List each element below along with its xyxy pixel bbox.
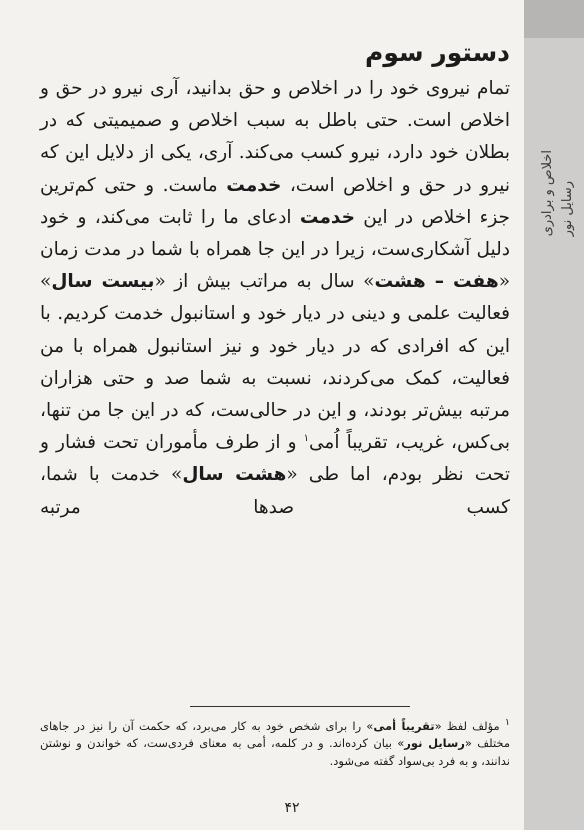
footnote-divider [190, 706, 410, 707]
side-tab-top-block [524, 0, 584, 38]
footnote-ref[interactable]: ۱ [303, 433, 310, 445]
text-run: » خدمت با شما، کسب صدها مرتبه [40, 464, 510, 518]
footnote-bold: تقریباً أمی [373, 718, 435, 733]
bold-term: خدمت [299, 206, 355, 228]
side-tab [524, 0, 584, 830]
footnote-number: ۱ [504, 717, 510, 728]
bold-term: بیست سال [51, 271, 155, 293]
text-run: » سال به مراتب بیش از « [154, 271, 375, 293]
side-tab-label [538, 150, 578, 236]
bold-term: هشت سال [182, 464, 287, 486]
page-content [40, 38, 510, 524]
text-run: » فعالیت علمی و دینی در دیار خود و استانبول خدمت کردیم. با این که افرادی که در دیار خود و نیز استانبول همراه با من فعالیت، کمک می‌کردند، نسبت به شما صد و حتی هزاران مرتبه بیش‌تر بودند، و این در حالی‌ست، که در این جا من تنها، بی‌کس، غریب، تقریباً اُمی [40, 271, 510, 454]
section-title: دستور سوم [365, 38, 510, 67]
footnote-text: مؤلف لفظ « [434, 718, 500, 733]
text-run: تمام نیروی خود را در اخلاص و حق بدانید، آری نیرو در حق و اخلاص است. حتی باطل به سبب اخلاص و صمیمیتی که در بطلان خود دارد، نیرو کسب می‌کند. آری، یکی از دلایل این که نیرو در حق و اخلاص است، [40, 78, 510, 196]
footnote [40, 714, 510, 770]
footnote-text: » را برای شخص خود به کار می‌برد، که حکمت آن را نیز در جاهای مختلف « [40, 718, 511, 751]
text-run: ادعای ما را ثابت می‌کند، و خود دلیل آشکاری‌ست، زیرا در این جا همراه با شما در مدت زمان « [40, 206, 511, 293]
side-tab-line1: اخلاص و برادری [540, 150, 555, 237]
text-run: ماست. و حتی کم‌ترین جزء اخلاص در این [40, 174, 510, 228]
bold-term: خدمت [226, 174, 282, 196]
footnote-bold: رسایل نور [404, 736, 465, 751]
text-run: و از طرف مأموران تحت فشار و تحت نظر بودم، اما طی « [40, 432, 511, 486]
body-paragraph [40, 73, 510, 524]
footnote-text: » بیان کرده‌اند. و در کلمه، أمی به معنای فردی‌ست، که خواندن و نوشتن ندانند، و به فرد بی‌سواد گفته می‌شود. [40, 736, 510, 768]
side-tab-line2: رسایل نور [560, 180, 575, 237]
bold-term: هفت – هشت [374, 271, 499, 293]
page-number: ۴۲ [284, 800, 300, 816]
